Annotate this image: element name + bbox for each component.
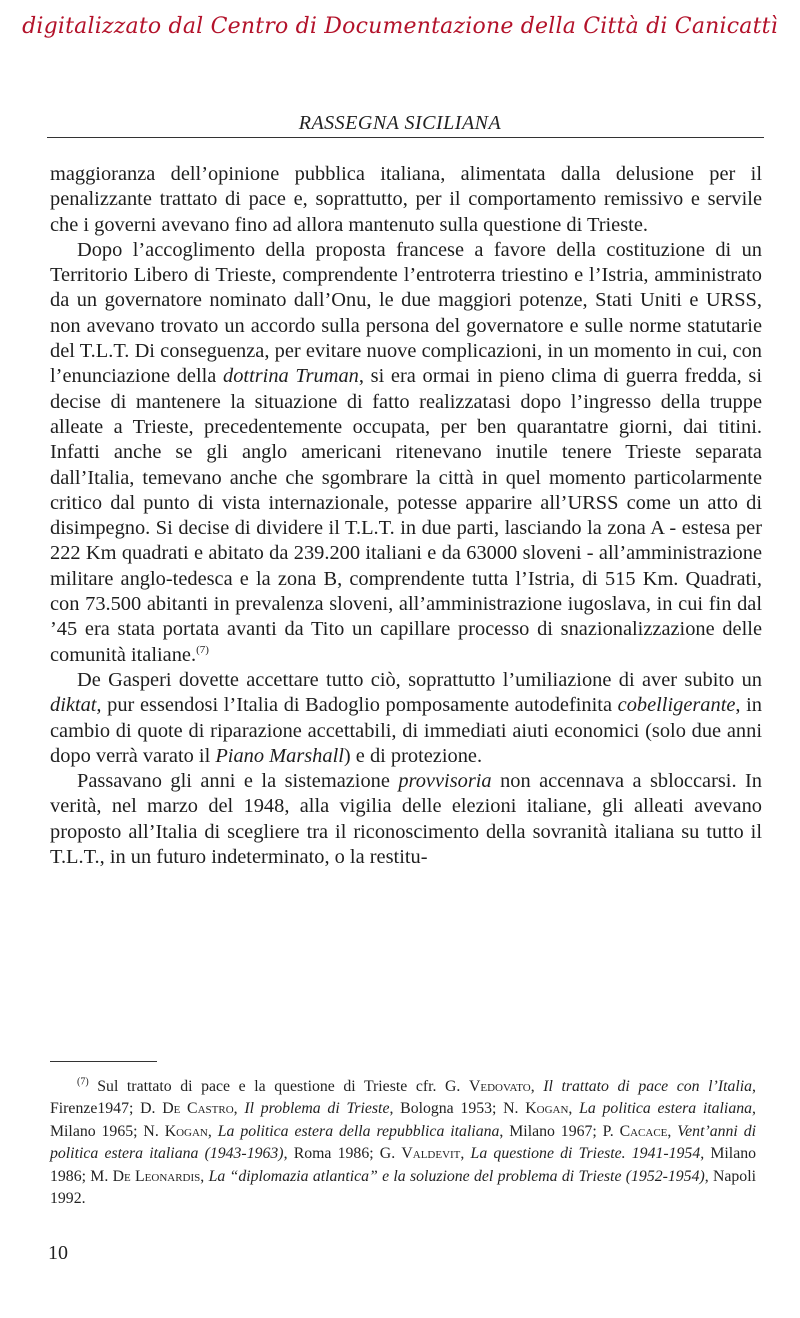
text-run: , Napoli 1992.: [50, 1167, 756, 1208]
header-rule: [47, 137, 764, 138]
footnote-reference[interactable]: (7): [196, 643, 209, 656]
author-name: Valdevit: [401, 1145, 461, 1163]
separator: ,: [200, 1167, 209, 1185]
text-run: Dopo l’accoglimento della proposta francese a favore della costituzione di un Territorio Libero di Trieste, comprendente l’entroterra triestino e l’Istria, amministrato da un governatore nominato dall’Onu, le due maggiori potenze, Stati Uniti e URSS, non avevano trovato un accordo sulla persona del governatore e sulle norme statutarie del T.L.T. Di conseguenza, per evitare nuove complicazioni, in un momento in cui, con l’enunciazione della: [50, 238, 762, 388]
watermark: digitalizzato dal Centro di Documentazione della Città di Canicattì: [22, 14, 778, 39]
work-title: La politica estera italiana: [579, 1100, 753, 1118]
text-run: pur essendosi l’Italia di Badoglio pomposamente autodefinita: [101, 694, 618, 717]
author-name: Kogan: [525, 1100, 569, 1118]
emphasis: diktat,: [50, 694, 102, 717]
footnote-mark: (7): [77, 1076, 89, 1088]
text-run: , Milano 1965; N.: [50, 1100, 756, 1140]
emphasis: Piano Marshall: [215, 744, 344, 767]
paragraph-2: [50, 238, 762, 668]
paragraph-3: [50, 668, 762, 769]
text-run: , Bologna 1953; N.: [389, 1100, 526, 1118]
emphasis: cobelligerante: [617, 694, 736, 717]
separator: ,: [460, 1145, 471, 1163]
text-run: Sul trattato di pace e la questione di Trieste cfr. G.: [88, 1078, 469, 1095]
text-run: De Gasperi dovette accettare tutto ciò, soprattutto l’umiliazione di aver subito un: [77, 668, 762, 691]
text-run: ) e di protezione.: [343, 744, 483, 767]
body-text: [50, 162, 762, 870]
text-run: , si era ormai in pieno clima di guerra fredda, si decise di mantenere la situazione di fatto realizzatasi dopo l’ingresso della truppe alleate a Trieste, precedentemente occupata, per ben quarantatre giorni, dai titini. Infatti anche se gli anglo americani ritenevano inutile tenere Trieste separata dall’Italia, temevano anche che sgombrare la città in quel momento particolarmente critico dal punto di vista internazionale, potesse apparire all’URSS come un atto di disimpegno. Si decise di dividere il T.L.T. in due parti, lasciando la zona A - estesa per 222 Km quadrati e abitato da 239.200 italiani e da 63000 sloveni - all’amministrazione militare anglo-tedesca e la zona B, comprendente tutta l’Istria, di 515 Km. Quadrati, con 73.500 abitanti in prevalenza sloveni, all’amministrazione iugoslava, in cui fin dal ’45 era stata portata avanti da Tito un capillare processo di snazionalizzazione delle comunità italiane.: [50, 365, 762, 666]
text-run: , Roma 1986; G.: [283, 1145, 402, 1163]
text-run: non accennava a sbloccarsi. In verità, nel marzo del 1948, alla vigilia delle elezioni italiane, gli alleati avevano proposto all’Italia di scegliere tra il riconoscimento della sovranità italiana su tutto il T.L.T., in un futuro indeterminato, o la restitu-: [50, 770, 763, 869]
work-title: La politica estera della repubblica italiana: [217, 1122, 500, 1140]
separator: ,: [568, 1100, 580, 1118]
work-title: La “diplomazia atlantica” e la soluzione del problema di Trieste (1952-1954): [208, 1167, 705, 1185]
emphasis: provvisoria: [398, 770, 492, 793]
paragraph-4: [50, 769, 762, 870]
author-name: Vedovato: [468, 1078, 531, 1095]
paragraph-1: maggioranza dell’opinione pubblica italiana, alimentata dalla delusione per il penalizzante trattato di pace e, soprattutto, per il comportamento remissivo e servile che i governi avevano fino ad allora mantenuto sulla questione di Trieste.: [50, 163, 762, 236]
text-run: , in cambio di quote di riparazione accettabili, di immediati aiuti economici (solo due anni dopo verrà varato il: [50, 694, 762, 767]
author-name: Kogan: [164, 1122, 208, 1140]
author-name: De Castro: [162, 1100, 234, 1118]
work-title: Il problema di Trieste: [244, 1100, 390, 1118]
footnote-rule: [50, 1061, 157, 1062]
separator: ,: [233, 1100, 245, 1118]
work-title: Il trattato di pace con l’Italia: [543, 1078, 753, 1095]
work-title: La questione di Trieste. 1941-1954: [470, 1145, 701, 1163]
separator: ,: [207, 1122, 218, 1140]
author-name: Cacace: [619, 1122, 668, 1140]
work-title: Vent’anni di politica estera italiana (1943-1963): [50, 1122, 756, 1163]
page-number: 10: [48, 1242, 68, 1264]
text-run: Passavano gli anni e la sistemazione: [77, 770, 399, 793]
emphasis: dottrina Truman: [223, 365, 359, 388]
running-head: RASSEGNA SICILIANA: [298, 112, 502, 134]
author-name: De Leonardis: [112, 1167, 201, 1185]
text-run: , Firenze1947; D.: [50, 1078, 756, 1118]
separator: ,: [530, 1078, 544, 1095]
text-run: , Milano 1967; P.: [499, 1122, 620, 1140]
separator: ,: [667, 1122, 678, 1140]
text-run: , Milano 1986; M.: [50, 1145, 757, 1185]
footnote-7: [50, 1076, 756, 1210]
